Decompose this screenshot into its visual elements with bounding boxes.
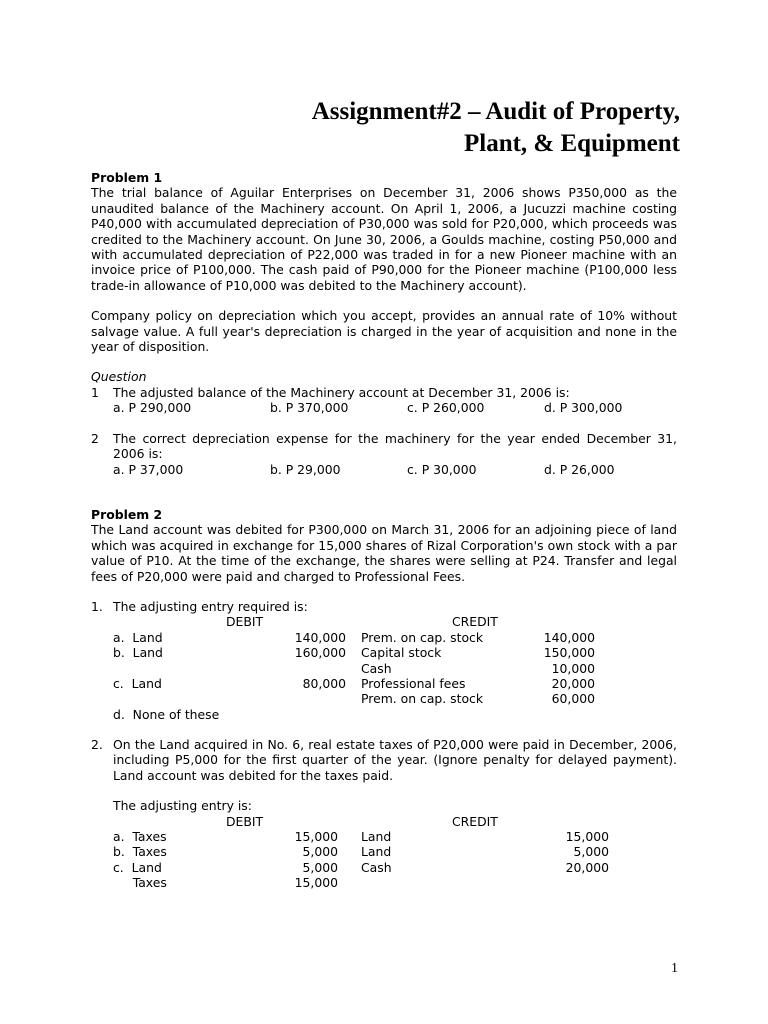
option-a: a. P 37,000 [113, 461, 184, 477]
journal-entry-rows-2 [113, 829, 677, 891]
option-a: a. P 290,000 [113, 400, 192, 416]
table-row [113, 661, 677, 676]
table-row [113, 691, 677, 706]
title-line-1: Assignment#2 – Audit of Property, [311, 98, 680, 125]
question-number: 2 [91, 430, 99, 446]
credit-label: Cash [361, 859, 392, 875]
option-b: b. P 370,000 [270, 400, 349, 416]
credit-label: Capital stock [361, 645, 442, 661]
problem-1-heading: Problem 1 [91, 170, 163, 185]
question-number: 1 [91, 384, 99, 400]
debit-label: b. Taxes [113, 844, 167, 860]
debit-header: DEBIT [226, 813, 264, 829]
table-row [113, 844, 677, 859]
debit-label: a. Land [113, 629, 163, 645]
page-number: 1 [671, 961, 678, 976]
debit-label: c. Land [113, 675, 162, 691]
debit-header: DEBIT [226, 614, 264, 630]
credit-amount: 150,000 [543, 645, 595, 661]
debit-label: b. Land [113, 645, 163, 661]
credit-amount: 20,000 [565, 859, 609, 875]
journal-entry-table-2 [113, 814, 677, 829]
debit-amount: 5,000 [302, 859, 338, 875]
document-body [91, 170, 677, 891]
credit-label: Prem. on cap. stock [361, 691, 484, 707]
table-row [113, 875, 677, 890]
credit-header: CREDIT [452, 813, 498, 829]
debit-amount: 140,000 [294, 629, 346, 645]
table-row [113, 676, 677, 691]
table-header [113, 814, 677, 829]
table-row [113, 707, 677, 722]
question-label: Question [91, 369, 147, 385]
debit-amount: 15,000 [294, 829, 338, 845]
credit-amount: 60,000 [551, 691, 595, 707]
assignment-title [312, 96, 680, 160]
debit-amount: 160,000 [294, 645, 346, 661]
credit-amount: 5,000 [573, 844, 609, 860]
problem-2-question-2 [91, 737, 677, 783]
table-row [113, 829, 677, 844]
problem-1-paragraph: The trial balance of Aguilar Enterprises on December 31, 2006 shows P350,000 as the unaudited balance of the Machinery account. On April 1, 2006, a Jucuzzi machine costing P40,000 with accumulated depreciation of P30,000 was sold for P20,000, which proceeds was credited to the Machinery account. On June 30, 2006, a Goulds machine, costing P50,000 and with accumulated depreciation of P22,000 was traded in for a new Pioneer machine with an invoice price of P100,000. The cash paid of P90,000 for the Pioneer machine (P100,000 less trade-in allowance of P10,000 was debited to the Machinery account). [91, 185, 677, 293]
credit-amount: 140,000 [543, 629, 595, 645]
option-d: d. P 300,000 [544, 400, 623, 416]
debit-label: Taxes [113, 875, 167, 891]
question-1 [91, 385, 677, 400]
option-c: c. P 260,000 [407, 400, 485, 416]
credit-amount: 15,000 [565, 829, 609, 845]
credit-label: Cash [361, 660, 392, 676]
table-row [113, 645, 677, 660]
problem-2-paragraph: The Land account was debited for P300,000 on March 31, 2006 for an adjoining piece of land which was acquired in exchange for 15,000 shares of Rizal Corporation's own stock with a par value of P10. At the time of the exchange, the shares were selling at P24. Transfer and legal fees of P20,000 were paid and charged to Professional Fees. [91, 522, 677, 584]
table-header [113, 614, 677, 629]
debit-label: a. Taxes [113, 829, 167, 845]
credit-header: CREDIT [452, 614, 498, 630]
credit-label: Prem. on cap. stock [361, 629, 484, 645]
question-number: 1. [91, 598, 103, 614]
credit-label: Land [361, 829, 392, 845]
debit-label: c. Land [113, 859, 162, 875]
credit-amount: 10,000 [551, 660, 595, 676]
debit-label: d. None of these [113, 706, 220, 722]
question-2 [91, 431, 677, 462]
problem-1-policy-paragraph: Company policy on depreciation which you accept, provides an annual rate of 10% without salvage value. A full year's depreciation is charged in the year of acquisition and none in the year of disposition. [91, 308, 677, 355]
question-text: On the Land acquired in No. 6, real estate taxes of P20,000 were paid in December, 2006, including P5,000 for the first quarter of the year. (Ignore penalty for delayed payment). Land account was debited for the taxes paid. [113, 737, 677, 783]
question-2-options [113, 462, 677, 477]
entry-label: The adjusting entry is: [113, 798, 252, 814]
question-text: The correct depreciation expense for the machinery for the year ended December 31, 2006 is: [113, 430, 677, 462]
problem-2-question-1 [91, 599, 677, 614]
journal-entry-rows-1 [113, 630, 677, 722]
journal-entry-table-1 [113, 614, 677, 629]
option-c: c. P 30,000 [407, 461, 477, 477]
debit-amount: 80,000 [302, 675, 346, 691]
debit-amount: 5,000 [302, 844, 338, 860]
credit-amount: 20,000 [551, 675, 595, 691]
credit-label: Professional fees [361, 675, 466, 691]
title-line-2: Plant, & Equipment [463, 130, 680, 157]
table-row [113, 630, 677, 645]
problem-2-heading: Problem 2 [91, 506, 163, 522]
table-row [113, 860, 677, 875]
question-text: The adjusting entry required is: [113, 598, 308, 614]
debit-amount: 15,000 [294, 875, 338, 891]
option-b: b. P 29,000 [270, 461, 341, 477]
credit-label: Land [361, 844, 392, 860]
question-number: 2. [91, 737, 103, 753]
option-d: d. P 26,000 [544, 461, 615, 477]
question-1-options [113, 400, 677, 415]
question-text: The adjusted balance of the Machinery account at December 31, 2006 is: [113, 384, 570, 400]
